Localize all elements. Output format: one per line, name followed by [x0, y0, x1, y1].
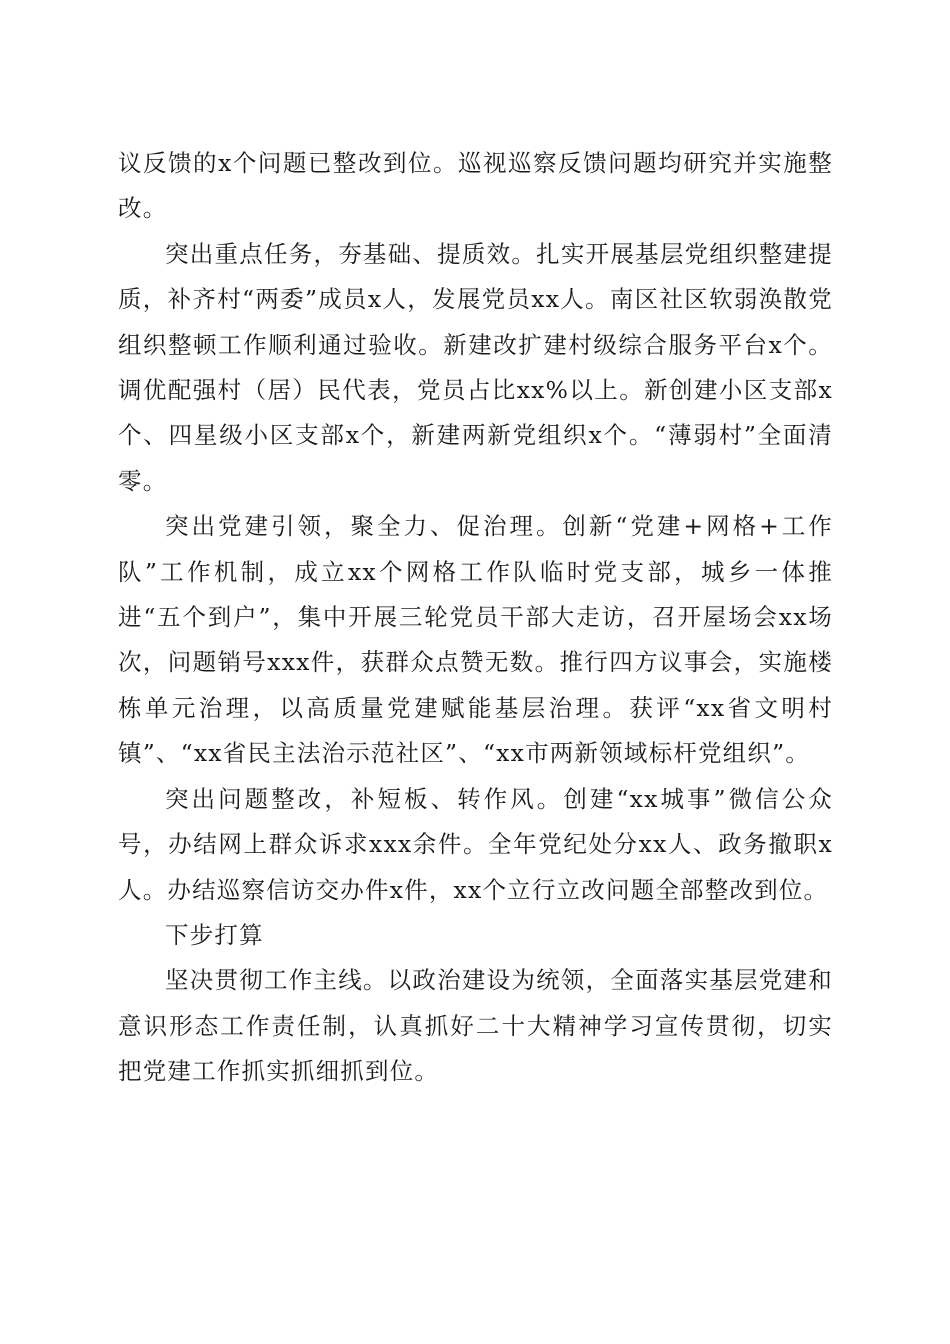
paragraph-key-tasks: 突出重点任务，夯基础、提质效。扎实开展基层党组织整建提质，补齐村“两委”成员x人，发展党员xx人。南区社区软弱涣散党组织整顿工作顺利通过验收。新建改扩建村级综合服务平台x个。调优配强村（居）民代表，党员占比xx%以上。新创建小区支部x个、四星级小区支部x个，新建两新党组织x个。“薄弱村”全面清零。	[118, 239, 833, 495]
document-body	[118, 141, 833, 1095]
paragraph-problem-rectification: 突出问题整改，补短板、转作风。创建“xx城事”微信公众号，办结网上群众诉求xxx余件。全年党纪处分xx人、政务撤职x人。办结巡察信访交办件x件，xx个立行立改问题全部整改到位。	[118, 784, 833, 904]
paragraph-continuation: 议反馈的x个问题已整改到位。巡视巡察反馈问题均研究并实施整改。	[118, 149, 833, 223]
section-heading-next-steps: 下步打算	[165, 920, 264, 949]
paragraph-party-leadership: 突出党建引领，聚全力、促治理。创新“党建+网格+工作队”工作机制，成立xx个网格工作队临时党支部，城乡一体推进“五个到户”，集中开展三轮党员干部大走访，召开屋场会xx场次，问题销号xxx件，获群众点赞无数。推行四方议事会，实施楼栋单元治理，以高质量党建赋能基层治理。获评“xx省文明村镇”、“xx省民主法治示范社区”、“xx市两新领域标杆党组织”。	[118, 512, 833, 768]
paragraph-main-line: 坚决贯彻工作主线。以政治建设为统领，全面落实基层党建和意识形态工作责任制，认真抓好二十大精神学习宣传贯彻，切实把党建工作抓实抓细抓到位。	[118, 966, 833, 1086]
